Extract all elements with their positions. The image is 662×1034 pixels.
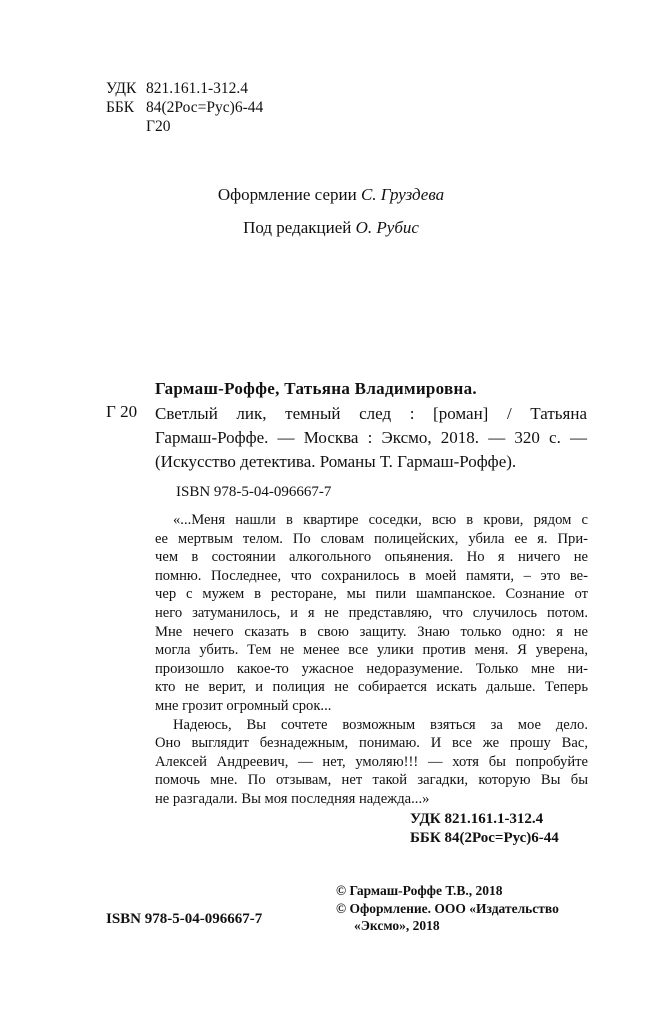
annotation-text	[155, 511, 588, 809]
bbk-label: ББК	[106, 99, 135, 116]
annotation-line: кто не верит, и полиция не собирается искать дальше. Теперь	[155, 679, 588, 696]
annotation-line: чем в состоянии алкогольного опьянения. Но я ничего не	[155, 549, 588, 566]
catalog-author-mark: Г 20	[106, 402, 138, 421]
annotation-line: Оно выглядит безнадежным, понимаю. И все же прошу Вас,	[155, 735, 588, 752]
copyright-block	[336, 882, 559, 935]
footer-udk: УДК 821.161.1-312.4	[410, 811, 544, 827]
footer-classification-codes	[410, 810, 559, 848]
editor-prefix: Под редакцией	[243, 218, 352, 237]
entry-line: Светлый лик, темный след : [роман] / Татьяна	[155, 404, 587, 423]
annotation-line: Надеюсь, Вы сочтете возможным взяться за мое дело.	[173, 716, 588, 733]
footer-bbk: ББК 84(2Рос=Рус)6-44	[410, 830, 559, 846]
annotation-line: могла убить. Тем не менее все улики против меня. Я уверена,	[155, 642, 588, 659]
editor-name: О. Рубис	[355, 218, 419, 237]
udk-value: 821.161.1-312.4	[146, 80, 249, 97]
entry-line: (Искусство детектива. Романы Т. Гармаш-Роффе).	[155, 452, 517, 471]
copyright-author: © Гармаш-Роффе Т.В., 2018	[336, 883, 503, 898]
editor-credit	[0, 218, 662, 238]
annotation-line: мне грозит огромный срок...	[155, 697, 332, 714]
udk-label: УДК	[106, 80, 137, 97]
bbk-value: 84(2Рос=Рус)6-44	[146, 99, 264, 116]
copyright-design: © Оформление. ООО «Издательство	[336, 900, 559, 916]
design-name: С. Груздева	[360, 185, 445, 204]
annotation-line: помочь мне. По отзывам, нет такой загадки, которую Вы бы	[155, 772, 588, 789]
author-mark-code: Г20	[146, 118, 171, 135]
classification-codes	[106, 79, 263, 136]
annotation-line: не разгадали. Вы моя последняя надежда...»	[155, 790, 430, 807]
annotation-line: него затуманилось, и я не представляю, что случилось потом.	[155, 604, 588, 621]
annotation-line: помню. Последнее, что сохранилось в моей памяти, – это ве-	[155, 567, 588, 584]
entry-line: Гармаш-Роффе. — Москва : Эксмо, 2018. — 320 с. —	[155, 428, 587, 447]
design-prefix: Оформление серии	[217, 185, 357, 204]
annotation-line: Алексей Андреевич, — нет, умоляю!!! — хотя бы попробуйте	[155, 753, 588, 770]
bottom-isbn: ISBN 978-5-04-096667-7	[106, 911, 263, 927]
copyright-publisher: «Эксмо», 2018	[354, 918, 440, 933]
annotation-line: ее мертвым телом. По словам полицейских, убила ее я. При-	[155, 530, 588, 547]
series-design-credit	[0, 185, 662, 205]
annotation-line: Мне нечего сказать в свою защиту. Знаю только одно: я не	[155, 623, 588, 640]
bibliographic-entry	[155, 402, 587, 474]
catalog-isbn: ISBN 978-5-04-096667-7	[176, 484, 332, 500]
annotation-line: чер с мужем в ресторане, мы пили шампанское. Сознание от	[155, 586, 588, 603]
annotation-line: «...Меня нашли в квартире соседки, всю в крови, рядом с	[173, 512, 588, 528]
annotation-line: произошло какое-то ужасное недоразумение. Только мне ни-	[155, 660, 588, 677]
author-heading: Гармаш-Роффе, Татьяна Владимировна.	[155, 379, 477, 398]
